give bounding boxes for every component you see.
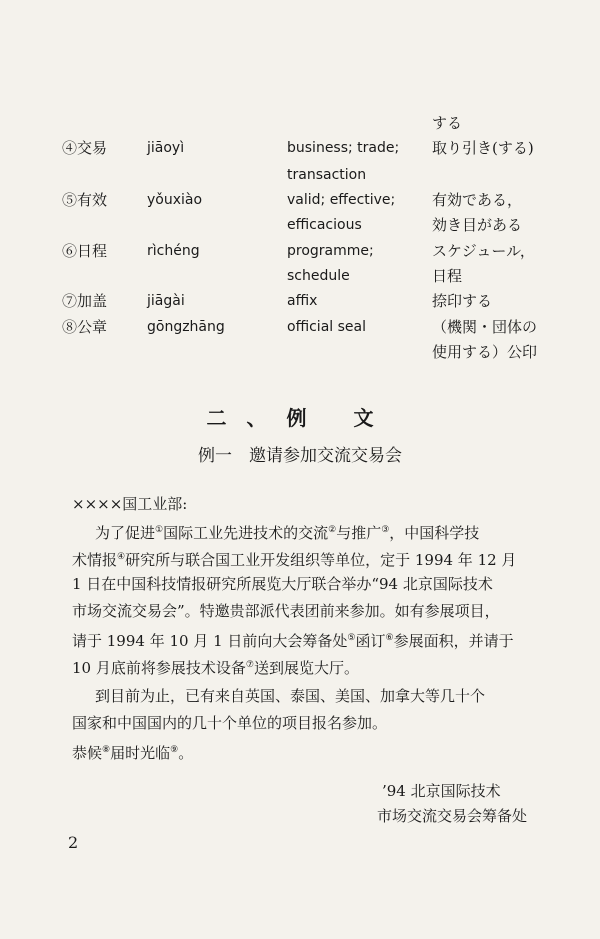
vocab-pinyin: jiāgài [147, 293, 185, 309]
vocab-english: affix [287, 293, 318, 309]
example-title: 例一 邀请参加交流交易会 [198, 446, 402, 466]
vocab-japanese: （機関・団体の [432, 318, 538, 336]
vocab-japanese: スケジュール， [432, 242, 535, 260]
vocab-term: ⑥日程 [62, 242, 108, 260]
paragraph-line [72, 625, 514, 655]
text-span: 届时光临 [110, 744, 171, 762]
footnote-marker: ⑦ [245, 660, 254, 670]
vocab-japanese: 使用する）公印 [432, 343, 538, 361]
footnote-marker: ⑧ [102, 745, 111, 755]
paragraph-line [95, 517, 479, 547]
text-span: 函订 [355, 632, 386, 650]
vocab-pinyin: jiāoyì [147, 140, 185, 156]
paragraph-line: 国家和中国国内的几十个单位的项目报名参加。 [72, 714, 388, 732]
footnote-marker: ⑨ [170, 745, 179, 755]
text-span: 10 月底前将参展技术设备 [72, 659, 246, 677]
vocab-english: official seal [287, 319, 366, 335]
paragraph-line [72, 652, 359, 682]
vocab-english: schedule [287, 268, 350, 284]
section-title: 二、例 文 [206, 406, 394, 430]
text-span: 术情报 [72, 551, 118, 569]
vocab-term: ④交易 [62, 139, 108, 157]
text-span: 研究所与联合国工业开发组织等单位，定于 1994 年 12 月 [125, 551, 517, 569]
vocab-japanese: 効き目がある [432, 216, 523, 234]
vocab-english: transaction [287, 167, 367, 183]
vocab-jp-continuation: する [432, 114, 463, 132]
text-span: 为了促进 [95, 524, 156, 542]
footnote-marker: ③ [381, 525, 390, 535]
vocab-term: ⑤有效 [62, 191, 108, 209]
footnote-marker: ⑤ [347, 633, 356, 643]
text-span: 。 [178, 744, 194, 762]
vocab-english: business; trade; [287, 140, 400, 156]
text-span: 送到展览大厅。 [253, 659, 359, 677]
text-span: 参展面积，并请于 [393, 632, 514, 650]
vocab-term: ⑦加盖 [62, 292, 108, 310]
vocab-japanese: 日程 [432, 267, 463, 285]
paragraph-line [72, 544, 516, 574]
text-span: 国际工业先进技术的交流 [163, 524, 329, 542]
signature-line-2: 市场交流交易会筹备处 [377, 807, 528, 825]
vocab-japanese: 取り引き(する) [432, 139, 534, 157]
vocab-pinyin: yǒuxiào [147, 192, 203, 208]
vocab-english: programme; [287, 243, 374, 259]
text-span: 请于 1994 年 10 月 1 日前向大会筹备处 [72, 632, 348, 650]
text-span: ，中国科学技 [389, 524, 480, 542]
vocab-japanese: 捺印する [432, 292, 493, 310]
footnote-marker: ⑥ [385, 633, 394, 643]
text-span: 恭候 [72, 744, 103, 762]
signature-line-1: ’94 北京国际技术 [382, 782, 501, 800]
text-span: 与推广 [336, 524, 382, 542]
vocab-english: valid; effective; [287, 192, 396, 208]
vocab-pinyin: rìchéng [147, 243, 200, 259]
paragraph-line: 市场交流交易会”。特邀贵部派代表团前来参加。如有参展项目， [72, 602, 500, 620]
paragraph-line: 1 日在中国科技情报研究所展览大厅联合举办“94 北京国际技术 [72, 575, 493, 593]
footnote-marker: ② [328, 525, 337, 535]
vocab-pinyin: gōngzhāng [147, 319, 225, 335]
page-number: 2 [68, 833, 79, 852]
vocab-term: ⑧公章 [62, 318, 108, 336]
salutation: ××××国工业部: [72, 495, 188, 513]
footnote-marker: ① [155, 525, 164, 535]
closing-line [72, 737, 193, 767]
footnote-marker: ④ [117, 552, 126, 562]
vocab-japanese: 有効である， [432, 191, 523, 209]
vocab-english: efficacious [287, 217, 362, 233]
paragraph-line: 到目前为止，已有来自英国、泰国、美国、加拿大等几十个 [95, 687, 486, 705]
